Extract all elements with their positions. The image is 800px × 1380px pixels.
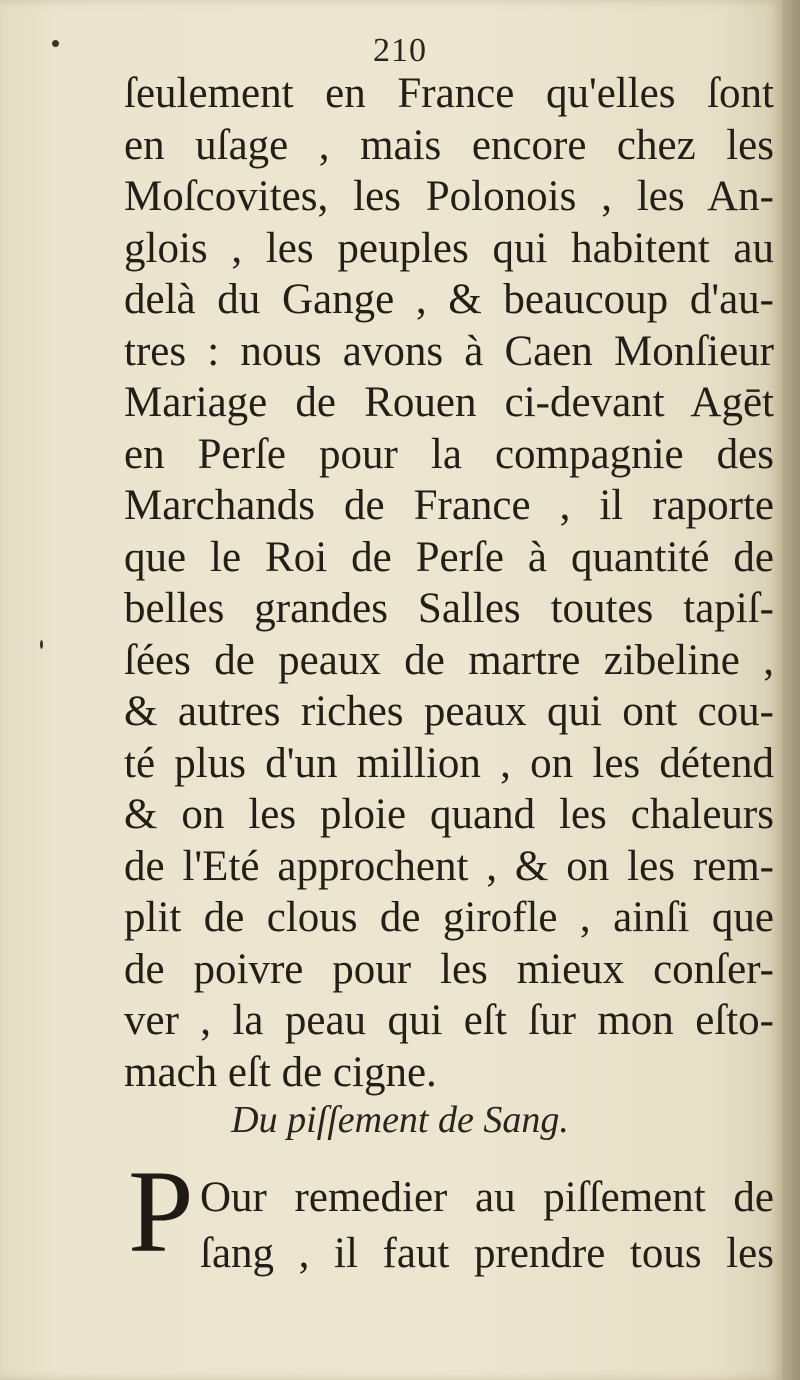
drop-cap: P: [128, 1146, 194, 1277]
text-line: ſang , il faut prendre tous les: [200, 1230, 774, 1277]
text-line: glois , les peuples qui habitent au: [124, 224, 774, 272]
text-line: Marchands de France , il raporte: [124, 482, 774, 529]
text-line: ſeulement en France qu'elles ſont: [124, 70, 774, 117]
text-line: que le Roi de Perſe à quantité de: [124, 533, 774, 581]
text-line: en Perſe pour la compagnie des: [124, 430, 774, 478]
text-line: té plus d'un million , on les détend: [124, 739, 774, 787]
text-line: Mariage de Rouen ci-devant Agēt: [124, 379, 774, 426]
page-edge: [782, 0, 800, 1380]
text-line: de l'Eté approchent , & on les rem-: [124, 842, 774, 890]
text-line: ſées de peaux de martre zibeline ,: [124, 636, 774, 684]
page-number: 210: [373, 32, 427, 69]
text-line: tres : nous avons à Caen Monſieur: [124, 327, 774, 375]
text-line: plit de clous de girofle , ainſi que: [124, 894, 774, 941]
section-heading: Du piſſement de Sang.: [231, 1099, 569, 1141]
text-line: de poivre pour les mieux conſer-: [124, 945, 774, 993]
section-paragraph: [200, 1170, 774, 1282]
text-line: & autres riches peaux qui ont cou-: [124, 688, 774, 735]
text-line: mach eſt de cigne.: [124, 1048, 437, 1096]
body-paragraph: [124, 68, 774, 1098]
text-line: en uſage , mais encore chez les: [124, 121, 774, 169]
text-line: ver , la peau qui eſt ſur mon eſto-: [124, 997, 774, 1044]
ink-speck: [40, 640, 43, 649]
text-line: delà du Gange , & beaucoup d'au-: [124, 276, 774, 323]
text-line: belles grandes Salles toutes tapiſ-: [124, 585, 774, 632]
text-line: & on les ploie quand les chaleurs: [124, 791, 774, 838]
text-line: Our remedier au piſſement de: [200, 1174, 774, 1221]
text-line: Moſcovites, les Polonois , les An-: [124, 173, 774, 220]
